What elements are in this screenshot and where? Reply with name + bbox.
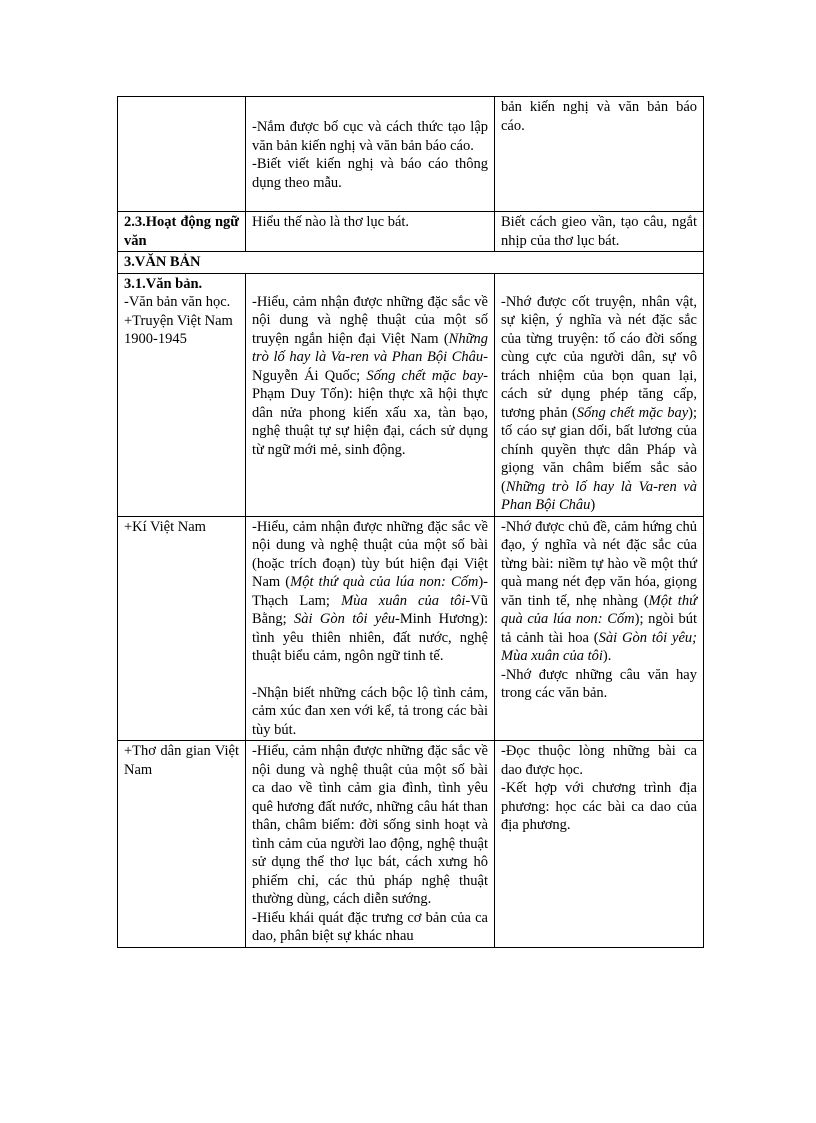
table-cell [495,273,704,516]
section-header-cell [118,252,704,274]
text-run: -Vũ Bằng; [252,592,488,627]
requirement-text: -Nhớ được những câu văn hay trong các văn bản. [501,666,697,701]
work-title: Những trò lố hay là Va-ren và Phan Bội Châu [501,478,697,513]
requirement-text: bản kiến nghị và văn bản báo cáo. [501,99,697,134]
topic-heading: 3.1.Văn bản. [124,275,203,292]
table-cell [495,97,704,212]
text-run: -Nhớ được cốt truyện, nhân vật, sự kiện, ý nghĩa và nét đặc sắc của từng truyện: tố cáo đời sống cùng cực của người dân, sự vô trách nhiệm của bọn quan lại, cách sử dụng phép tăng cấp, tương phản ( [501,293,697,421]
objective-text: -Nhận biết những cách bộc lộ tình cảm, cảm xúc đan xen với kể, tả trong các bài tùy bút. [252,684,488,738]
objective-text: -Nắm được bố cục và cách thức tạo lập văn bản kiến nghị và văn bản báo cáo. [252,119,488,154]
text-run: ); ngòi bút tả cảnh tài hoa ( [501,611,698,646]
work-title: Sống chết mặc bay [366,367,484,384]
objective-text [252,518,488,666]
paragraph-gap [252,666,488,684]
work-title: Một thứ quà của lúa non: Cốm [501,592,697,627]
requirement-text: -Đọc thuộc lòng những bài ca dao được học. [501,743,697,778]
work-title: Sài Gòn tôi yêu [294,611,396,627]
text-run: ) [590,497,596,513]
curriculum-table [117,96,704,948]
objective-text: Hiểu thế nào là thơ lục bát. [252,214,410,230]
text-run: - Nguyễn Ái Quốc; [252,349,488,384]
table-cell [495,741,704,948]
table-cell [118,97,246,212]
work-title: Mùa xuân của tôi [341,592,466,609]
topic-line: +Kí Việt Nam [124,518,206,535]
text-run: -Hiểu, cảm nhận được những đặc sắc về nội dung và nghệ thuật của một số truyện ngắn hiện đại Việt Nam ( [252,293,488,347]
table-cell [495,212,704,252]
text-run: )-Thạch Lam; [252,574,489,609]
table-cell [118,741,246,948]
text-run: -Minh Hương): tình yêu thiên nhiên, đất nước, nghệ thuật biểu cảm, ngôn ngữ tinh tế. [252,611,488,664]
table-cell [246,741,495,948]
requirement-text: -Kết hợp với chương trình địa phương: học các bài ca dao của địa phương. [501,780,697,833]
topic-line: -Văn bản văn học. [124,294,231,310]
work-title: Sống chết mặc bay [576,404,689,421]
table-cell [246,97,495,212]
table-cell [118,212,246,252]
requirement-text [501,293,697,515]
requirement-text [501,518,697,666]
objective-text [252,293,488,460]
section-heading: 3.VĂN BẢN [124,254,201,270]
text-run: ). [602,648,612,664]
table-cell [246,273,495,516]
topic-line: +Truyện Việt Nam [124,312,233,329]
topic-line: 1900-1945 [124,331,187,347]
text-run: - Phạm Duy Tốn): hiện thực xã hội thực dân nửa phong kiến xấu xa, tàn bạo, nghệ thuật tự sự hiện đại, cách sử dụng từ ngữ mới mẻ, sinh động. [252,367,488,458]
table-row [118,212,704,252]
objective-text: -Hiểu khái quát đặc trưng cơ bản của ca dao, phân biệt sự khác nhau [252,909,488,944]
table-row [118,273,704,516]
table-cell [118,273,246,516]
topic-heading: 2.3.Hoạt động ngữ văn [124,214,239,249]
table-row [118,741,704,948]
work-title: Một thứ quà của lúa non: Cốm [290,574,479,590]
text-run: -Hiểu, cảm nhận được những đặc sắc về nội dung và nghệ thuật của một số bài (hoặc trích đoạn) tùy bút hiện đại Việt Nam ( [252,518,488,590]
text-run: -Nhớ được chủ đề, cảm hứng chủ đạo, ý nghĩa và nét đặc sắc của từng bài: niềm tự hào về một thứ quà mang nét đẹp văn hóa, giọng văn tinh tế, nhẹ nhàng ( [501,518,697,609]
table-cell [246,212,495,252]
work-title: Những trò lố hay là Va-ren và Phan Bội Châu [252,330,488,365]
table-cell [118,516,246,741]
topic-line: +Thơ dân gian Việt Nam [124,743,239,778]
text-run: ); tố cáo sự gian dối, bất lương của chính quyền thực dân Pháp và giọng văn châm biếm sắc sảo ( [501,404,697,495]
requirement-text: Biết cách gieo vần, tạo câu, ngắt nhịp của thơ lục bát. [501,214,697,249]
table-row [118,516,704,741]
objective-text: -Biết viết kiến nghị và báo cáo thông dụng theo mẫu. [252,156,488,191]
work-title: Sài Gòn tôi yêu; Mùa xuân của tôi [501,629,697,664]
objective-text: -Hiểu, cảm nhận được những đặc sắc về nội dung và nghệ thuật của một số bài ca dao về tình cảm gia đình, tình yêu quê hương đất nước, những câu hát than thân, châm biếm: đời sống sinh hoạt và tình cảm của người lao động, nghệ thuật sử dụng thể thơ lục bát, cách xưng hô phiếm chỉ, các thủ pháp nghệ thuật thường dùng, cách diễn sướng. [252,743,488,907]
table-cell [246,516,495,741]
table-row [118,252,704,274]
table-row [118,97,704,212]
table-cell [495,516,704,741]
